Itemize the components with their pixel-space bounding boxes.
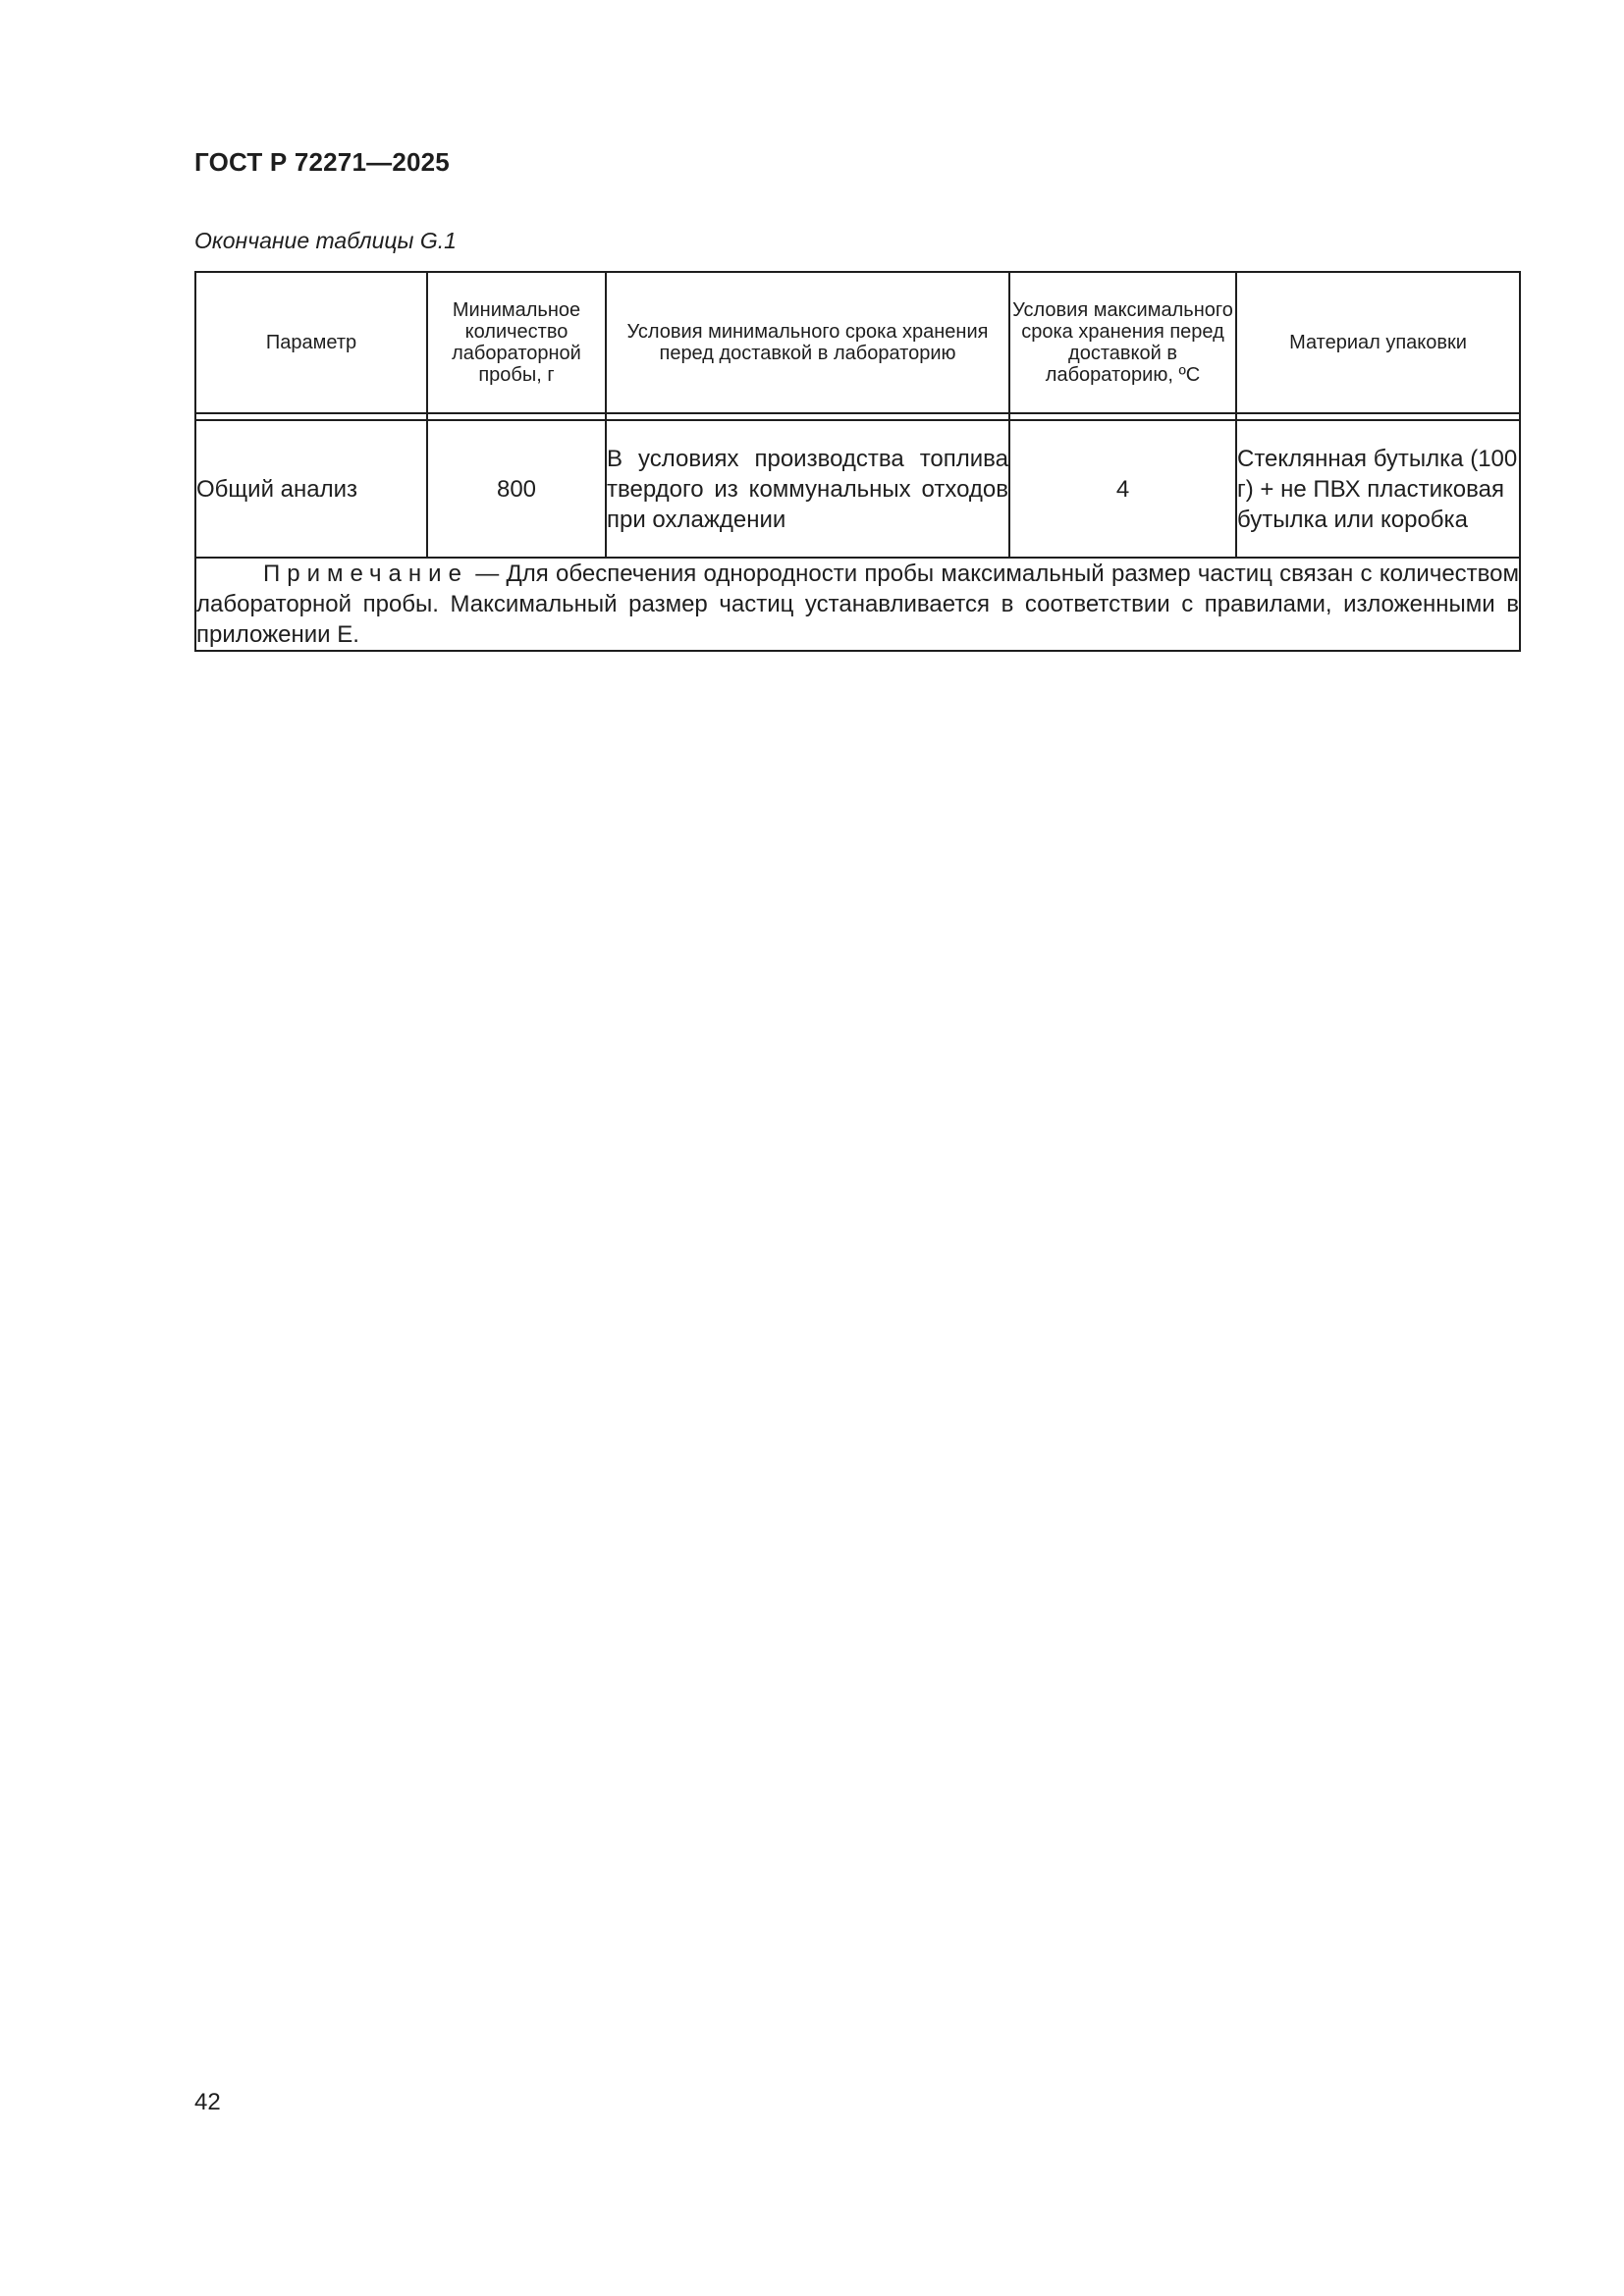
data-table bbox=[194, 271, 1521, 652]
cell-parameter: Общий анализ bbox=[195, 420, 427, 558]
table-note-row bbox=[195, 558, 1520, 651]
cell-min-storage-conditions: В условиях производства топлива твердого из коммунальных отходов при охлаждении bbox=[606, 420, 1009, 558]
note-label: Примечание bbox=[263, 561, 468, 587]
header-separator-row bbox=[195, 413, 1520, 420]
cell-packaging: Стеклянная бутылка (100 г) + не ПВХ пластиковая бутылка или коробка bbox=[1236, 420, 1520, 558]
document-standard-code: ГОСТ Р 72271—2025 bbox=[194, 147, 450, 177]
column-header-min-storage: Условия минимального срока хранения перед доставкой в лабораторию bbox=[606, 272, 1009, 413]
table-row bbox=[195, 420, 1520, 558]
column-header-min-quantity: Минимальное количество лабораторной пробы, г bbox=[427, 272, 606, 413]
column-header-packaging: Материал упаковки bbox=[1236, 272, 1520, 413]
column-header-max-storage: Условия максимального срока хранения перед доставкой в лабораторию, ºС bbox=[1009, 272, 1236, 413]
cell-min-quantity: 800 bbox=[427, 420, 606, 558]
table-header-row bbox=[195, 272, 1520, 413]
table-caption: Окончание таблицы G.1 bbox=[194, 228, 457, 253]
note-text: — Для обеспечения однородности пробы максимальный размер частиц связан с количеством лабораторной пробы. Максимальный размер частиц устанавливается в соответствии с правилами, изложенными в приложении Е. bbox=[196, 561, 1519, 648]
page-number: 42 bbox=[194, 2089, 221, 2115]
column-header-parameter: Параметр bbox=[195, 272, 427, 413]
table-note bbox=[195, 558, 1520, 651]
cell-max-storage-conditions: 4 bbox=[1009, 420, 1236, 558]
